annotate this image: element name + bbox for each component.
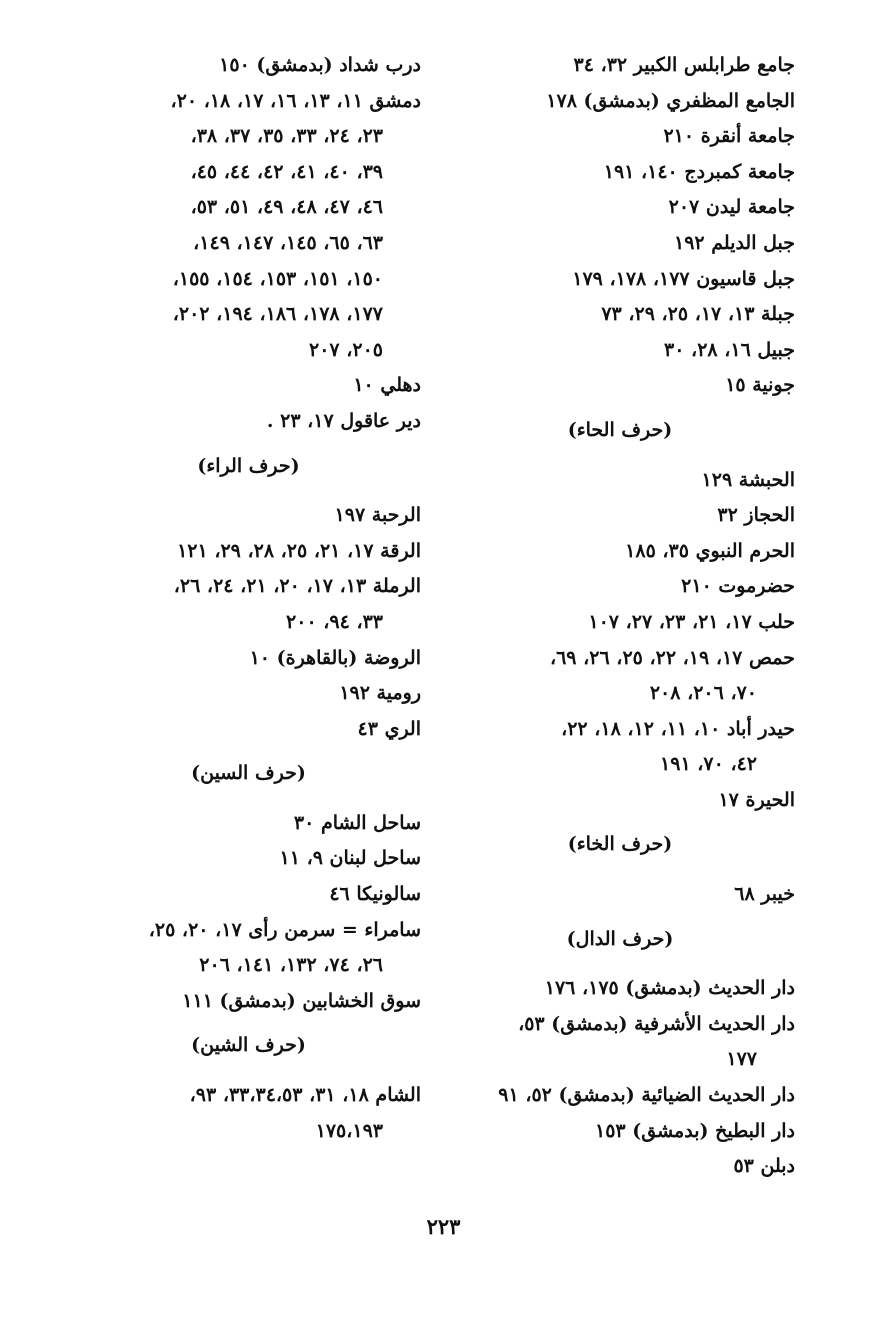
entry-continuation: ٢٠٥، ٢٠٧ [309, 338, 383, 361]
entry-line: جبلة ١٣، ١٧، ٢٥، ٢٩، ٧٣ [601, 303, 795, 326]
entry-line: الحرم النبوي ٣٥، ١٨٥ [625, 539, 795, 562]
entry-line: الشام ١٨، ٣١، ٣٣،٣٤،٥٣، ٩٣، [189, 1084, 421, 1107]
index-entry [445, 971, 795, 1007]
index-entry [445, 712, 795, 783]
entry-line: الرقة ١٧، ٢١، ٢٥، ٢٨، ٢٩، ١٢١ [177, 539, 421, 562]
index-entry [445, 463, 795, 499]
index-entry [76, 984, 421, 1020]
entry-line: سالونيكا ٤٦ [329, 883, 421, 906]
entry-line: جامع طرابلس الكبير ٣٢، ٣٤ [573, 54, 795, 76]
entry-line: حيدر أباد ١٠، ١١، ١٢، ١٨، ٢٢، [561, 717, 795, 740]
entry-line: رومية ١٩٢ [339, 682, 421, 705]
index-entry [445, 1149, 795, 1185]
index-entry [445, 1078, 795, 1114]
entry-line: دير عاقول ١٧، ٢٣ . [266, 409, 421, 432]
entry-line: الجامع المظفري (بدمشق) ١٧٨ [546, 89, 795, 112]
index-entry [445, 1114, 795, 1150]
index-entry [76, 913, 421, 984]
index-entry [76, 404, 421, 440]
entry-line: خيبر ٦٨ [734, 883, 795, 906]
entry-line: حلب ١٧، ٢١، ٢٣، ٢٧، ١٠٧ [588, 610, 795, 633]
index-entry [76, 48, 421, 84]
entry-line: جبل الديلم ١٩٢ [674, 231, 795, 254]
index-entry [445, 297, 795, 333]
entry-line: الحجاز ٣٢ [717, 504, 795, 527]
entry-line: الري ٤٣ [357, 717, 421, 740]
letter-heading: (حرف الخاء) [567, 833, 673, 856]
entry-line: الحبشة ١٢٩ [701, 468, 795, 491]
entry-line: حمص ١٧، ١٩، ٢٢، ٢٥، ٢٦، ٦٩، [549, 646, 795, 669]
index-entry [445, 155, 795, 191]
letter-heading: (حرف الحاء) [567, 418, 673, 441]
entry-continuation: ٢٣، ٢٤، ٣٣، ٣٥، ٣٧، ٣٨، [190, 125, 383, 148]
index-entry [76, 676, 421, 712]
letter-heading: (حرف الراء) [197, 454, 300, 477]
entry-continuation: ٧٠، ٢٠٦، ٢٠٨ [649, 682, 757, 705]
index-entry [445, 48, 795, 84]
index-entry [445, 641, 795, 712]
index-entry [76, 84, 421, 369]
entry-line: سامراء = سرمن رأى ١٧، ٢٠، ٢٥، [148, 918, 421, 941]
entry-line: جبيل ١٦، ٢٨، ٣٠ [664, 338, 795, 361]
entry-line: درب شداد (بدمشق) ١٥٠ [219, 54, 421, 76]
index-entry [76, 1078, 421, 1149]
index-entry [76, 712, 421, 748]
entry-continuation: ١٧٥،١٩٣ [315, 1119, 383, 1142]
entry-line: دار الحديث (بدمشق) ١٧٥، ١٧٦ [544, 977, 795, 1000]
entry-line: جبل قاسيون ١٧٧، ١٧٨، ١٧٩ [572, 267, 795, 290]
entry-line: ساحل لبنان ٩، ١١ [279, 847, 421, 870]
letter-heading: (حرف الشين) [191, 1034, 306, 1057]
entry-line: دهلي ١٠ [353, 374, 421, 397]
index-entry [76, 841, 421, 877]
entry-line: دمشق ١١، ١٣، ١٦، ١٧، ١٨، ٢٠، [170, 89, 421, 112]
index-entry [76, 534, 421, 570]
index-entry [445, 569, 795, 605]
entry-line: دار الحديث الضيائية (بدمشق) ٥٢، ٩١ [498, 1084, 795, 1107]
index-entry [445, 877, 795, 913]
entry-line: جامعة ليدن ٢٠٧ [668, 196, 795, 219]
index-entry [76, 569, 421, 640]
entry-continuation: ٦٣، ٦٥، ١٤٥، ١٤٧، ١٤٩، [193, 231, 383, 254]
entry-continuation: ٣٩، ٤٠، ٤١، ٤٢، ٤٤، ٤٥، [190, 160, 383, 183]
entry-line: جامعة كمبردج ١٤٠، ١٩١ [603, 160, 795, 183]
entry-line: الروضة (بالقاهرة) ١٠ [249, 646, 421, 669]
entry-continuation: ٤٦، ٤٧، ٤٨، ٤٩، ٥١، ٥٣، [190, 196, 383, 219]
entry-continuation: ١٧٧، ١٧٨، ١٨٦، ١٩٤، ٢٠٢، [172, 303, 383, 326]
entry-line: الحيرة ١٧ [718, 788, 795, 811]
index-entry [445, 119, 795, 155]
index-column-right [445, 48, 795, 1185]
index-entry [445, 1007, 795, 1078]
entry-line: دار الحديث الأشرفية (بدمشق) ٥٣، [518, 1012, 795, 1035]
entry-line: ساحل الشام ٣٠ [293, 811, 421, 834]
entry-line: جونية ١٥ [725, 374, 795, 397]
entry-line: دبلن ٥٣ [733, 1155, 795, 1178]
entry-line: جامعة أنقرة ٢١٠ [663, 125, 795, 148]
entry-continuation: ١٥٠، ١٥١، ١٥٣، ١٥٤، ١٥٥، [172, 267, 383, 290]
index-entry [76, 498, 421, 534]
entry-continuation: ٢٦، ٧٤، ١٣٢، ١٤١، ٢٠٦ [199, 954, 383, 977]
letter-heading: (حرف الدال) [566, 927, 674, 950]
entry-continuation: ١٧٧ [726, 1048, 757, 1071]
index-entry [445, 84, 795, 120]
letter-heading: (حرف السين) [191, 762, 306, 785]
index-entry [445, 262, 795, 298]
entry-line: سوق الخشابين (بدمشق) ١١١ [182, 989, 421, 1012]
index-entry [445, 605, 795, 641]
index-entry [445, 498, 795, 534]
entry-line: حضرموت ٢١٠ [681, 575, 795, 598]
index-entry [445, 190, 795, 226]
index-entry [445, 783, 795, 819]
entry-line: دار البطيخ (بدمشق) ١٥٣ [595, 1119, 795, 1142]
index-entry [76, 368, 421, 404]
entry-continuation: ٣٣، ٩٤، ٢٠٠ [286, 610, 383, 633]
index-entry [76, 806, 421, 842]
index-entry [445, 534, 795, 570]
page-number: ٢٢٣ [426, 1214, 461, 1239]
entry-line: الرحبة ١٩٧ [334, 504, 421, 527]
index-entry [445, 226, 795, 262]
entry-continuation: ٤٢، ٧٠، ١٩١ [660, 753, 757, 776]
index-entry [76, 877, 421, 913]
index-column-left [76, 48, 421, 1149]
entry-line: الرملة ١٣، ١٧، ٢٠، ٢١، ٢٤، ٢٦، [173, 575, 421, 598]
index-entry [445, 368, 795, 404]
index-entry [445, 333, 795, 369]
index-entry [76, 641, 421, 677]
